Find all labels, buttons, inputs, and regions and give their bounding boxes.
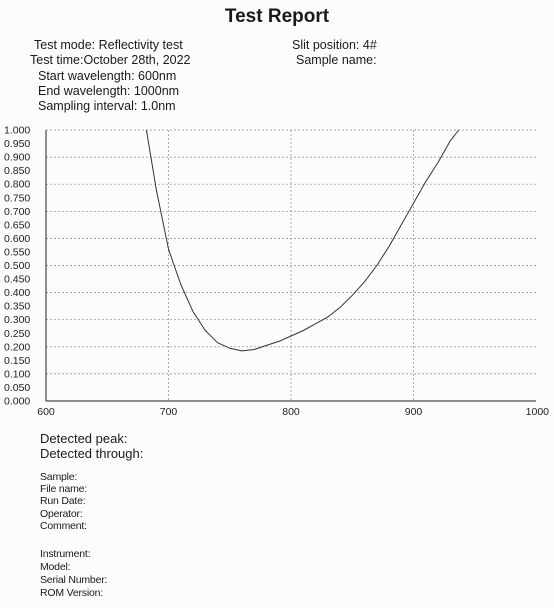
y-tick-label: 0.900 bbox=[4, 151, 31, 164]
y-tick-label: 0.950 bbox=[4, 138, 31, 151]
sampling-interval-text: Sampling interval: 1.0nm bbox=[38, 99, 176, 113]
comment-label: Comment: bbox=[40, 520, 87, 532]
serial-number-label: Serial Number: bbox=[40, 574, 108, 586]
y-tick-label: 0.350 bbox=[4, 300, 31, 313]
x-tick-label: 700 bbox=[159, 406, 178, 418]
start-wavelength-text: Start wavelength: 600nm bbox=[38, 69, 177, 83]
reflectivity-line bbox=[146, 130, 458, 351]
x-tick-label: 600 bbox=[37, 406, 55, 418]
report-title: Test Report bbox=[224, 6, 330, 27]
y-tick-label: 0.200 bbox=[4, 341, 31, 354]
y-tick-label: 0.600 bbox=[4, 232, 31, 245]
detected-peak-label: Detected peak: bbox=[40, 431, 128, 446]
y-tick-label: 0.550 bbox=[4, 246, 31, 259]
y-tick-label: 0.450 bbox=[4, 273, 31, 286]
model-label: Model: bbox=[40, 561, 71, 573]
y-tick-label: 0.050 bbox=[4, 381, 31, 394]
y-tick-label: 0.400 bbox=[4, 287, 31, 300]
y-tick-label: 0.100 bbox=[4, 368, 31, 381]
y-tick-label: 0.850 bbox=[4, 165, 31, 178]
x-tick-label: 900 bbox=[404, 406, 423, 418]
rom-version-label: ROM Version: bbox=[40, 587, 103, 599]
detected-through-label: Detected through: bbox=[40, 446, 144, 461]
y-tick-label: 0.700 bbox=[4, 205, 31, 218]
operator-label: Operator: bbox=[40, 508, 83, 520]
y-tick-label: 0.150 bbox=[4, 354, 31, 367]
y-tick-label: 0.650 bbox=[4, 219, 31, 232]
run-date-label: Run Date: bbox=[40, 495, 86, 507]
y-tick-label: 0.750 bbox=[4, 192, 31, 205]
sample-label: Sample: bbox=[40, 471, 78, 483]
y-tick-label: 0.250 bbox=[4, 327, 31, 340]
x-tick-label: 1000 bbox=[525, 406, 549, 418]
y-tick-label: 0.500 bbox=[4, 260, 31, 272]
y-tick-label: 0.800 bbox=[4, 178, 31, 191]
test-mode-text: Test mode: Reflectivity test bbox=[34, 38, 183, 52]
test-time-text: Test time:October 28th, 2022 bbox=[30, 53, 191, 67]
sample-name-text: Sample name: bbox=[296, 53, 377, 67]
slit-position-text: Slit position: 4# bbox=[292, 38, 377, 52]
y-tick-label: 0.300 bbox=[4, 314, 31, 327]
instrument-label: Instrument: bbox=[40, 548, 91, 560]
x-tick-label: 800 bbox=[282, 406, 300, 418]
file-name-label: File name: bbox=[40, 483, 88, 495]
y-tick-label: 0.000 bbox=[4, 395, 31, 408]
y-tick-label: 1.000 bbox=[4, 124, 31, 137]
end-wavelength-text: End wavelength: 1000nm bbox=[38, 84, 180, 98]
